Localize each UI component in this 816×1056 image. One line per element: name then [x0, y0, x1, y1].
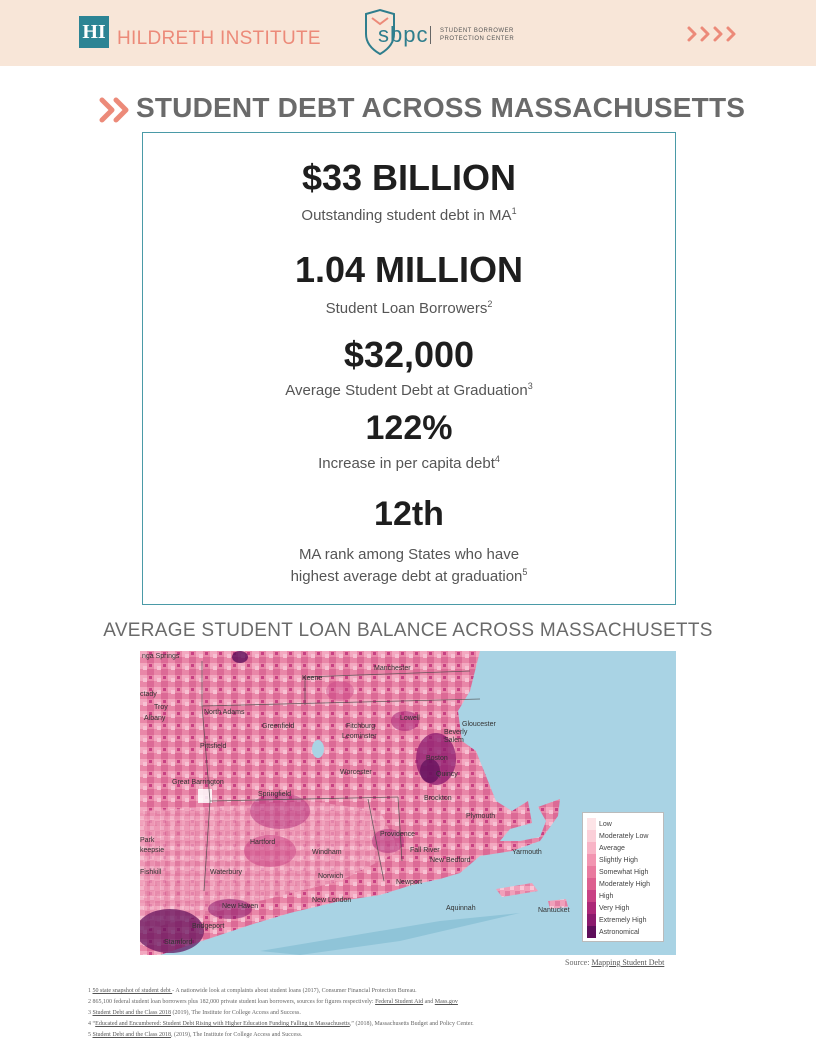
stat-label	[143, 544, 675, 566]
stat-label	[143, 298, 675, 320]
map-place-label: Windham	[312, 849, 342, 856]
legend-swatch	[587, 890, 596, 902]
stat-label-text: highest average debt at graduation	[290, 568, 523, 585]
legend-item	[587, 926, 659, 938]
footnote-link[interactable]: Student Debt and the Class 2018	[92, 1032, 171, 1038]
legend-label: Moderately High	[599, 880, 650, 888]
footnote-link[interactable]: Educated and Encumbered: Student Debt Rising with Higher Education Funding Falling in Massachusetts	[95, 1021, 350, 1027]
stat-label-text: MA rank among States who have	[298, 546, 520, 563]
legend-swatch	[587, 866, 596, 878]
map-place-label: Plymouth	[466, 813, 496, 820]
legend-label: Moderately Low	[599, 832, 649, 840]
stat-label	[143, 453, 675, 475]
map-title: AVERAGE STUDENT LOAN BALANCE ACROSS MASSACHUSETTS	[103, 620, 713, 641]
legend-item	[587, 890, 659, 902]
legend-label: Very High	[599, 904, 630, 912]
legend-label: Slightly High	[599, 856, 638, 864]
map-place-label: Park	[140, 837, 155, 844]
map-place-label: Nantucket	[538, 907, 570, 914]
map-place-label: New Bedford	[430, 857, 471, 864]
legend-item	[587, 902, 659, 914]
map-place-label: Aquinnah	[446, 905, 476, 912]
map-place-label: Salem	[444, 737, 464, 744]
map-place-label: Beverly	[444, 729, 468, 736]
footnote-text: (2019), The Institute for College Access and Success.	[171, 1010, 301, 1016]
stat-label-text: Student Loan Borrowers	[325, 300, 488, 317]
map-place-label: Newport	[396, 879, 423, 886]
map-place-label: Norwich	[318, 873, 344, 880]
legend-item	[587, 818, 659, 830]
map-place-label: Manchester	[374, 665, 411, 672]
stat-label-text: Increase in per capita debt	[318, 455, 495, 472]
map-place-label: Brockton	[424, 795, 452, 802]
legend-swatch	[587, 926, 596, 938]
legend-swatch	[587, 854, 596, 866]
map-place-label: Troy	[154, 704, 168, 711]
hildreth-logo: HI	[79, 16, 109, 48]
sbpc-logo-text: sbpc	[378, 22, 429, 47]
legend-item	[587, 842, 659, 854]
map-place-label: nga Springs	[142, 653, 180, 660]
footnote-5: 5 Student Debt and the Class 2018, (2019), The Institute for College Access and Success.	[88, 1032, 303, 1038]
legend-swatch	[587, 914, 596, 926]
sbpc-subtitle-line-2: PROTECTION CENTER	[440, 36, 515, 42]
footnote-text: ,” (2018), Massachusetts Budget and Policy Center.	[349, 1021, 474, 1027]
map-source	[565, 958, 664, 967]
footnote-3: 3 Student Debt and the Class 2018 (2019), The Institute for College Access and Success.	[88, 1010, 301, 1016]
legend-item	[587, 866, 659, 878]
footnote-text: , (2019), The Institute for College Access and Success.	[171, 1032, 303, 1038]
map-place-label: Boston	[426, 755, 448, 762]
legend-label: Low	[599, 820, 612, 828]
footnote-link[interactable]: Student Debt and the Class 2018	[92, 1010, 171, 1016]
legend-item	[587, 830, 659, 842]
footnote-ref: 5	[522, 567, 528, 577]
map-place-label: Springfield	[258, 791, 292, 798]
stat-value: 122%	[365, 409, 453, 447]
footnote-text: - A nationwide look at complaints about student loans (2017), Consumer Financial Protection Bureau.	[172, 988, 417, 994]
stat-label-text: Average Student Debt at Graduation	[285, 382, 528, 399]
stat-label-text: Outstanding student debt in MA	[301, 207, 512, 224]
map-place-label: Bridgeport	[192, 923, 225, 930]
footnote-link[interactable]: Federal Student Aid	[375, 999, 424, 1005]
sbpc-subtitle	[440, 27, 550, 43]
page-header	[0, 0, 816, 66]
footnote-text: “	[92, 1021, 96, 1027]
footnote-link[interactable]: Mass.gov	[434, 999, 458, 1005]
footnote-1: 1 50 state snapshot of student debt - A nationwide look at complaints about student loans (2017), Consumer Financial Protection Bureau.	[88, 988, 417, 994]
sbpc-subtitle-line-1: STUDENT BORROWER	[440, 28, 514, 34]
source-link[interactable]: Mapping Student Debt	[591, 958, 665, 967]
header-divider	[430, 26, 431, 44]
stats-panel	[142, 132, 676, 605]
map-legend	[582, 812, 664, 942]
stat-value: $33 BILLION	[301, 157, 517, 198]
chevrons-right-icon	[686, 24, 742, 44]
map-place-label: Yarmouth	[512, 849, 542, 856]
legend-item	[587, 854, 659, 866]
stat-value: 1.04 MILLION	[294, 249, 524, 290]
stat-label	[143, 205, 675, 227]
map-place-label: Worcester	[340, 769, 372, 776]
hildreth-name: HILDRETH INSTITUTE	[117, 28, 321, 49]
legend-item	[587, 914, 659, 926]
map-place-label: Gloucester	[462, 721, 496, 728]
legend-label: Extremely High	[599, 916, 647, 924]
map-place-label: Greenfield	[262, 723, 295, 730]
page-title: STUDENT DEBT ACROSS MASSACHUSETTS	[136, 92, 746, 123]
map-place-label: Quincy	[436, 771, 458, 778]
map-place-label: New Haven	[222, 903, 259, 910]
footnote-ref: 2	[487, 299, 493, 309]
footnote-link[interactable]: 50 state snapshot of student debt	[92, 988, 173, 994]
stat-label	[143, 380, 675, 402]
map-place-label: Fishkill	[140, 869, 162, 876]
legend-swatch	[587, 842, 596, 854]
map-place-label: Hartford	[250, 839, 276, 846]
map-place-label: Leominster	[342, 733, 377, 740]
footnote-4: 4 “Educated and Encumbered: Student Debt Rising with Higher Education Funding Falling in Massachusetts,” (2018), Massachusetts Budget and Policy Center.	[88, 1021, 474, 1027]
footnote-text: 865,100 federal student loan borrowers plus 182,000 private student loan borrowers, sources for figures respectively:	[92, 999, 376, 1005]
map-place-label: Stamford	[164, 939, 193, 946]
map-place-label: Albany	[144, 715, 166, 722]
footnote-2: 2 865,100 federal student loan borrowers plus 182,000 private student loan borrowers, sources for figures respectively: Federal Student Aid and Mass.gov	[88, 999, 458, 1005]
map-place-label: ctady	[140, 691, 157, 698]
stat-value: 12th	[374, 495, 444, 533]
footnote-text: and	[423, 999, 435, 1005]
map-place-label: Waterbury	[210, 869, 243, 876]
legend-label: Average	[599, 844, 625, 852]
source-prefix: Source:	[565, 958, 592, 967]
legend-swatch	[587, 902, 596, 914]
map-place-label: Great Barrington	[172, 779, 224, 786]
map-place-label: Fitchburg	[346, 723, 376, 730]
map-place-label: Fall River	[410, 847, 440, 854]
map-place-label: North Adams	[204, 709, 245, 716]
stat-value: $32,000	[343, 334, 475, 375]
legend-label: High	[599, 892, 614, 900]
stat-label	[143, 566, 675, 588]
legend-swatch	[587, 878, 596, 890]
double-chevron-icon	[98, 96, 132, 124]
legend-label: Somewhat High	[599, 868, 649, 876]
legend-swatch	[587, 818, 596, 830]
map-place-label: Providence	[380, 831, 416, 838]
footnote-ref: 3	[527, 381, 533, 391]
footnote-ref: 1	[511, 206, 517, 216]
map-place-label: Pittsfield	[200, 743, 227, 750]
footnote-ref: 4	[494, 454, 500, 464]
legend-item	[587, 878, 659, 890]
map-place-label: Lowell	[400, 715, 420, 722]
map-place-label: New London	[312, 897, 352, 904]
map-place-label: keepsie	[140, 847, 165, 854]
footnotes	[88, 986, 728, 1041]
legend-swatch	[587, 830, 596, 842]
map-place-label: Keene	[302, 675, 323, 682]
legend-label: Astronomical	[599, 928, 640, 936]
